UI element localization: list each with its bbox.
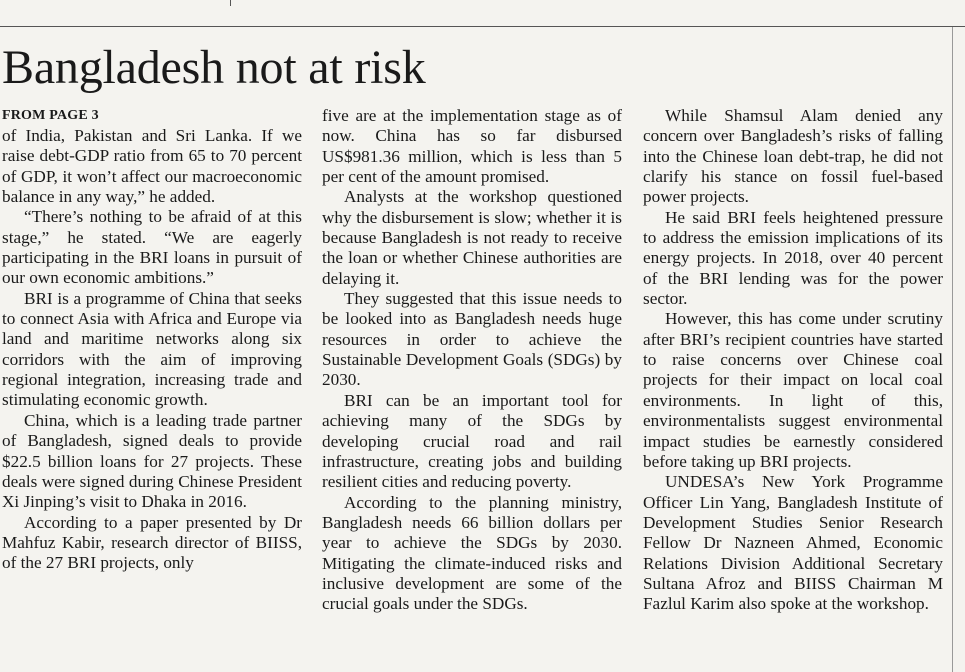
paragraph: According to a paper presented by Dr Mahfuz Kabir, research director of BIISS, of the 27 BRI projects, only <box>2 512 302 573</box>
column-1 <box>2 106 302 574</box>
paragraph: BRI can be an important tool for achieving many of the SDGs by developing crucial road and rail infrastructure, creating jobs and building resilient cities and reducing poverty. <box>322 390 622 492</box>
paragraph: While Shamsul Alam denied any concern over Bangladesh’s risks of falling into the Chinese loan debt-trap, he did not clarify his stance on fossil fuel-based power projects. <box>643 106 943 207</box>
paragraph: “There’s nothing to be afraid of at this stage,” he stated. “We are eagerly participating in the BRI loans in pursuit of our own economic ambitions.” <box>2 207 302 288</box>
headline: Bangladesh not at risk <box>2 41 426 94</box>
paragraph: According to the planning ministry, Bangladesh needs 66 billion dollars per year to achieve the SDGs by 2030. Mitigating the climate-induced risks and inclusive development are some of the crucial goals under the SDGs. <box>322 492 622 614</box>
paragraph: five are at the implementation stage as of now. China has so far disbursed US$981.36 million, which is less than 5 per cent of the amount promised. <box>322 106 622 187</box>
paragraph: UNDESA’s New York Programme Officer Lin Yang, Bangladesh Institute of Development Studies Senior Research Fellow Dr Nazneen Ahmed, Economic Relations Division Additional Secretary Sultana Afroz and BIISS Chairman M Fazlul Karim also spoke at the workshop. <box>643 472 943 614</box>
top-rule <box>0 0 965 27</box>
paragraph: He said BRI feels heightened pressure to address the emission implications of its energy projects. In 2018, over 40 percent of the BRI lending was for the power sector. <box>643 207 943 309</box>
column-2 <box>322 106 622 615</box>
column-tick <box>230 0 231 6</box>
column-3 <box>643 106 943 615</box>
paragraph: They suggested that this issue needs to be looked into as Bangladesh needs huge resources in order to achieve the Sustainable Development Goals (SDGs) by 2030. <box>322 289 622 390</box>
jump-line: FROM PAGE 3 <box>2 108 99 123</box>
paragraph: BRI is a programme of China that seeks to connect Asia with Africa and Europe via land and maritime networks along six corridors with the aim of improving regional integration, increasing trade and stimulating economic growth. <box>2 288 302 410</box>
right-column-rule <box>952 27 953 672</box>
paragraph: China, which is a leading trade partner of Bangladesh, signed deals to provide $22.5 billion loans for 27 projects. These deals were signed during Chinese President Xi Jinping’s visit to Dhaka in 2016. <box>2 410 302 512</box>
paragraph: Analysts at the workshop questioned why the disbursement is slow; whether it is because Bangladesh is not ready to receive the loan or whether Chinese authorities are delaying it. <box>322 187 622 288</box>
paragraph: However, this has come under scrutiny after BRI’s recipient countries have started to raise concerns over Chinese coal projects for their impact on local coal environments. In light of this, environmentalists suggest environmental impact studies be earnestly considered before taking up BRI projects. <box>643 309 943 471</box>
paragraph: of India, Pakistan and Sri Lanka. If we raise debt-GDP ratio from 65 to 70 percent of GDP, it won’t affect our macroeconomic balance in any way,” he added. <box>2 126 302 207</box>
